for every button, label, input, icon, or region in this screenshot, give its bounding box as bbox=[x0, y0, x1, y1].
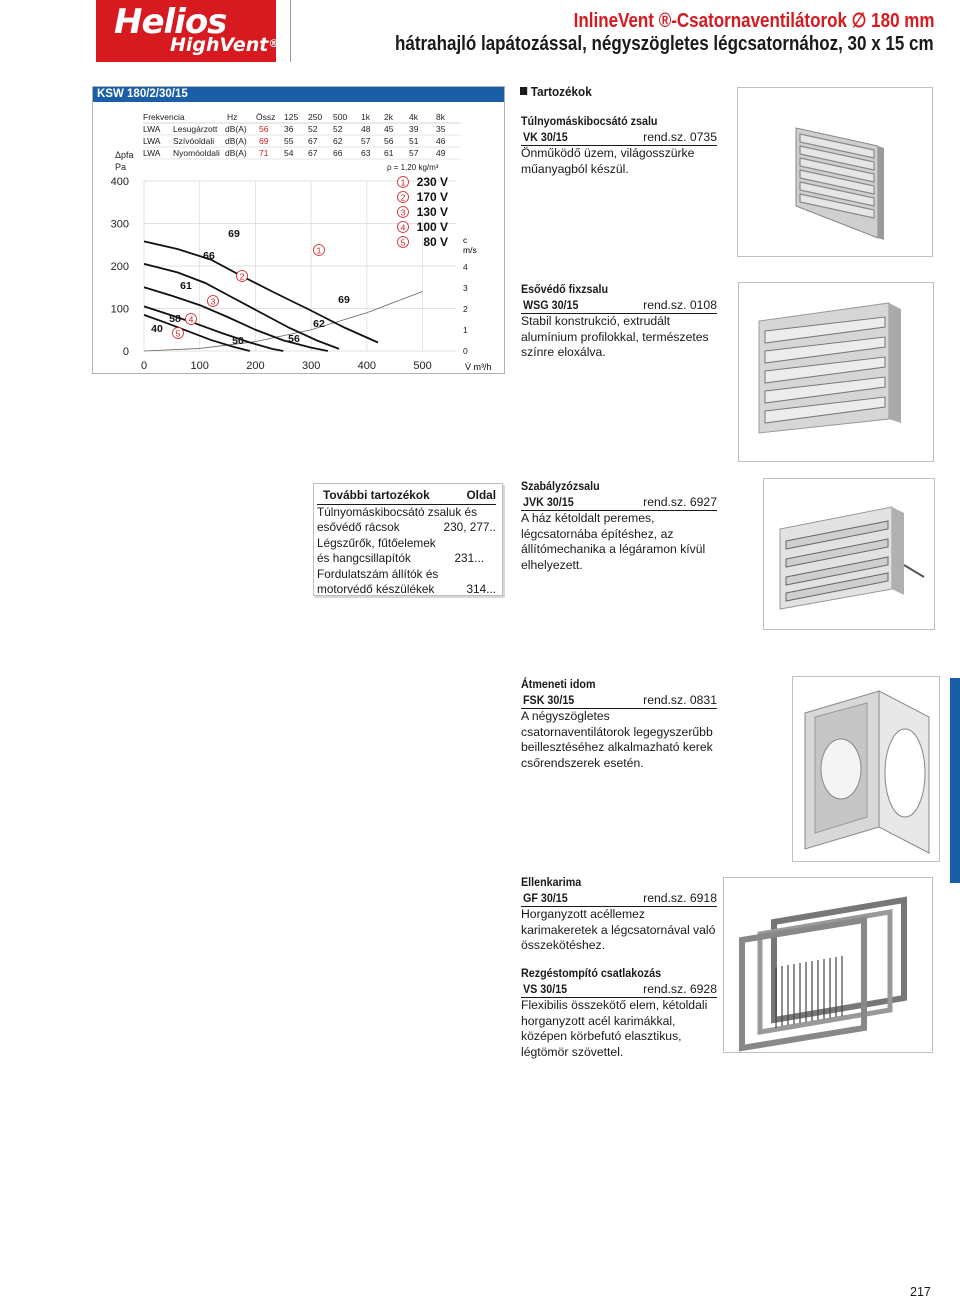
velocity-axis-label: m/s bbox=[463, 245, 477, 255]
page-ref: 231... bbox=[454, 551, 484, 565]
x-tick-label: 0 bbox=[140, 360, 148, 372]
accessories-heading: Tartozékok bbox=[520, 84, 592, 99]
table-cell: 56 bbox=[384, 136, 394, 146]
additional-accessories-row: esővédő rácsok 230, 277.. bbox=[317, 520, 496, 534]
accessory-vk bbox=[521, 114, 721, 177]
accessory-code: JVK 30/15 bbox=[523, 494, 574, 509]
table-cell: 36 bbox=[284, 124, 294, 134]
order-number: rend.sz. 6927 bbox=[643, 494, 717, 509]
additional-accessories-row: Túlnyomáskibocsátó zsaluk és bbox=[317, 504, 477, 519]
table-row-total: 56 bbox=[259, 124, 269, 134]
legend-label: 170 V bbox=[416, 190, 448, 204]
accessory-description: Önműködő üzem, világosszürke műanyagból készül. bbox=[521, 146, 695, 176]
y-tick-label: 300 bbox=[110, 218, 129, 231]
page-title: InlineVent ®-Csatornaventilátorok ∅ 180 mm bbox=[573, 10, 934, 32]
accessory-name: Túlnyomáskibocsátó zsalu bbox=[521, 114, 658, 128]
legend-label: 80 V bbox=[423, 235, 448, 249]
table-row-label: LWA bbox=[143, 136, 161, 146]
table-cell: 55 bbox=[284, 136, 294, 146]
table-cell: 48 bbox=[361, 124, 371, 134]
additional-accessories-row: Fordulatszám állítók és bbox=[317, 566, 439, 581]
curve-marker-number: 5 bbox=[175, 328, 181, 339]
accessory-description: Flexibilis összekötő elem, kétoldali horganyzott acél karimákkal, középen körbefutó elasztikus, légtömör szövettel. bbox=[521, 998, 708, 1059]
wsg-louvre-image bbox=[738, 282, 934, 462]
table-cell: 61 bbox=[384, 148, 394, 158]
helios-logo bbox=[96, 0, 280, 62]
sound-level-label: 69 bbox=[228, 228, 240, 240]
table-header-frekvencia: Frekvencia bbox=[143, 112, 185, 122]
additional-accessories-row: Légszűrők, fűtőelemek bbox=[317, 535, 436, 550]
legend-marker-number: 1 bbox=[400, 177, 406, 188]
section-square-icon bbox=[520, 87, 527, 95]
accessory-code: FSK 30/15 bbox=[523, 692, 575, 707]
legend-marker-number: 3 bbox=[400, 207, 406, 218]
accessory-description: A ház kétoldalt peremes, légcsatornába építéshez, az állítómechanika a légáramon kívül elhelyezett. bbox=[521, 511, 706, 572]
additional-accessories-row: és hangcsillapítók 231... bbox=[317, 551, 496, 567]
table-cell: 57 bbox=[409, 148, 419, 158]
jvk-damper-image bbox=[763, 478, 935, 630]
accessory-name: Ellenkarima bbox=[521, 875, 582, 889]
y-tick-label: 400 bbox=[110, 176, 129, 188]
table-cell: 67 bbox=[308, 136, 318, 146]
table-row-unit: dB(A) bbox=[225, 124, 247, 134]
table-header-125: 125 bbox=[284, 112, 299, 122]
y-tick-label: 0 bbox=[122, 346, 129, 358]
performance-chart bbox=[93, 87, 506, 375]
legend-label: 100 V bbox=[416, 220, 448, 234]
page-number: 217 bbox=[910, 1285, 931, 1299]
table-cell: 35 bbox=[436, 124, 446, 134]
accessory-code-row bbox=[521, 891, 717, 908]
table-cell: 39 bbox=[409, 124, 419, 134]
vk-shutter-image bbox=[737, 87, 933, 257]
fsk-transition-image bbox=[792, 676, 940, 862]
table-cell: 63 bbox=[361, 148, 371, 158]
additional-accessories-row: motorvédő készülékek 314... bbox=[317, 582, 496, 596]
page-ref: 314... bbox=[466, 582, 496, 596]
table-cell: 67 bbox=[308, 148, 318, 158]
y-tick-label: 200 bbox=[110, 261, 129, 273]
accessory-name: Esővédő fixzsalu bbox=[521, 282, 609, 296]
table-cell: 51 bbox=[409, 136, 419, 146]
accessory-fsk bbox=[521, 677, 721, 771]
table-cell: 46 bbox=[436, 136, 446, 146]
accessory-code: GF 30/15 bbox=[523, 890, 568, 905]
chart-title: KSW 180/2/30/15 bbox=[93, 87, 504, 102]
x-tick-label: 300 bbox=[301, 360, 321, 372]
table-cell: 52 bbox=[333, 124, 343, 134]
order-number: rend.sz. 6928 bbox=[643, 981, 717, 996]
y-axis-label: Pa bbox=[115, 162, 127, 172]
accessory-code-row bbox=[521, 982, 717, 999]
legend-marker-number: 2 bbox=[400, 192, 406, 203]
table-cell: 49 bbox=[436, 148, 446, 158]
page-subtitle: hátrahajló lapátozással, négyszögletes légcsatornához, 30 x 15 cm bbox=[395, 33, 934, 55]
x-tick-label: 100 bbox=[190, 360, 209, 372]
curve-marker-number: 3 bbox=[210, 296, 216, 307]
table-header-8k: 8k bbox=[436, 112, 445, 122]
velocity-tick-label: 0 bbox=[463, 346, 468, 356]
sound-level-label: 56 bbox=[288, 333, 300, 345]
accessory-code-row bbox=[521, 298, 717, 315]
order-number: rend.sz. 0108 bbox=[643, 297, 717, 312]
order-number: rend.sz. 0831 bbox=[643, 692, 717, 707]
table-header-ossz: Össz bbox=[256, 112, 276, 122]
header-divider bbox=[290, 0, 291, 62]
velocity-tick-label: 1 bbox=[463, 325, 468, 335]
table-cell: 62 bbox=[333, 136, 343, 146]
table-cell: 66 bbox=[333, 148, 343, 158]
accessory-code: VK 30/15 bbox=[523, 129, 568, 144]
sound-level-label: 50 bbox=[232, 335, 244, 347]
table-row-desc: Szívóoldali bbox=[173, 136, 215, 146]
table-row-total: 71 bbox=[259, 148, 269, 158]
air-density: ρ = 1,20 kg/m³ bbox=[387, 163, 439, 172]
accessory-code: WSG 30/15 bbox=[523, 297, 579, 312]
accessory-code: VS 30/15 bbox=[523, 981, 568, 996]
accessory-name: Szabályzózsalu bbox=[521, 479, 600, 493]
logo-wordmark: Helios bbox=[114, 2, 227, 42]
performance-chart-box bbox=[92, 86, 505, 374]
accessory-description: A négyszögletes csatornaventilátorok legegyszerűbb beillesztéséhez alkalmazható kerek csőrendszerek esetén. bbox=[521, 709, 713, 770]
table-cell: 57 bbox=[361, 136, 371, 146]
legend-label: 130 V bbox=[416, 205, 448, 219]
sound-level-label: 58 bbox=[169, 313, 181, 325]
table-header-500: 500 bbox=[333, 112, 348, 122]
accessory-code-row bbox=[521, 693, 717, 710]
curve-marker-number: 4 bbox=[188, 314, 194, 325]
x-tick-label: 400 bbox=[357, 360, 377, 372]
table-row-total: 69 bbox=[259, 136, 269, 146]
order-number: rend.sz. 6918 bbox=[643, 890, 717, 905]
table-row-desc: Nyomóoldali bbox=[173, 148, 220, 158]
accessory-name: Átmeneti idom bbox=[521, 677, 596, 691]
accessory-jvk bbox=[521, 479, 721, 573]
y-tick-label: 100 bbox=[110, 303, 129, 316]
accessory-name: Rezgéstompító csatlakozás bbox=[521, 966, 662, 980]
sound-level-label: 66 bbox=[203, 250, 215, 262]
gf-flange-image bbox=[723, 877, 933, 1053]
velocity-tick-label: 4 bbox=[463, 262, 468, 272]
velocity-axis-label-top: c bbox=[463, 235, 468, 245]
x-tick-label: 200 bbox=[246, 360, 265, 372]
velocity-tick-label: 3 bbox=[463, 283, 468, 293]
table-cell: 54 bbox=[284, 148, 294, 158]
velocity-tick-label: 2 bbox=[463, 304, 468, 314]
table-header-1k: 1k bbox=[361, 112, 370, 122]
additional-accessories-header: További tartozékok Oldal bbox=[317, 488, 496, 505]
table-row-unit: dB(A) bbox=[225, 148, 247, 158]
legend-marker-number: 4 bbox=[400, 222, 406, 233]
legend-marker-number: 5 bbox=[400, 237, 406, 248]
sound-level-label: 69 bbox=[338, 294, 350, 306]
table-header-2k: 2k bbox=[384, 112, 393, 122]
table-row-label: LWA bbox=[143, 148, 161, 158]
page-ref: 230, 277.. bbox=[443, 520, 496, 534]
x-axis-label: V̇ m³/h bbox=[465, 362, 492, 372]
section-tab bbox=[950, 678, 960, 883]
sound-level-label: 40 bbox=[151, 323, 163, 335]
additional-accessories-box bbox=[313, 483, 503, 596]
curve-marker-number: 1 bbox=[316, 245, 322, 256]
legend-label: 230 V bbox=[416, 175, 448, 189]
table-row-unit: dB(A) bbox=[225, 136, 247, 146]
table-header-hz: Hz bbox=[227, 112, 238, 122]
y-axis-label-top: Δpfa bbox=[115, 150, 134, 160]
accessory-vs bbox=[521, 966, 721, 1060]
table-cell: 45 bbox=[384, 124, 394, 134]
logo-subtitle: HighVent® bbox=[170, 34, 280, 56]
accessory-wsg bbox=[521, 282, 721, 361]
sound-level-label: 62 bbox=[313, 318, 325, 330]
chart-plot bbox=[111, 175, 492, 372]
order-number: rend.sz. 0735 bbox=[643, 129, 717, 144]
table-cell: 52 bbox=[308, 124, 318, 134]
accessory-code-row bbox=[521, 130, 717, 147]
table-row-label: LWA bbox=[143, 124, 161, 134]
sound-table bbox=[115, 112, 461, 172]
table-header-4k: 4k bbox=[409, 112, 418, 122]
sound-level-label: 61 bbox=[180, 280, 192, 292]
accessory-code-row bbox=[521, 495, 717, 512]
accessory-description: Horganyzott acéllemez karimakeretek a légcsatornával való összekötéshez. bbox=[521, 907, 716, 952]
curve-marker-number: 2 bbox=[239, 271, 245, 282]
table-row-desc: Lesugárzott bbox=[173, 124, 218, 134]
x-tick-label: 500 bbox=[413, 360, 432, 372]
accessory-gf bbox=[521, 875, 721, 954]
accessory-description: Stabil konstrukció, extrudált alumínium profilokkal, természetes színre eloxálva. bbox=[521, 314, 709, 359]
table-header-250: 250 bbox=[308, 112, 323, 122]
